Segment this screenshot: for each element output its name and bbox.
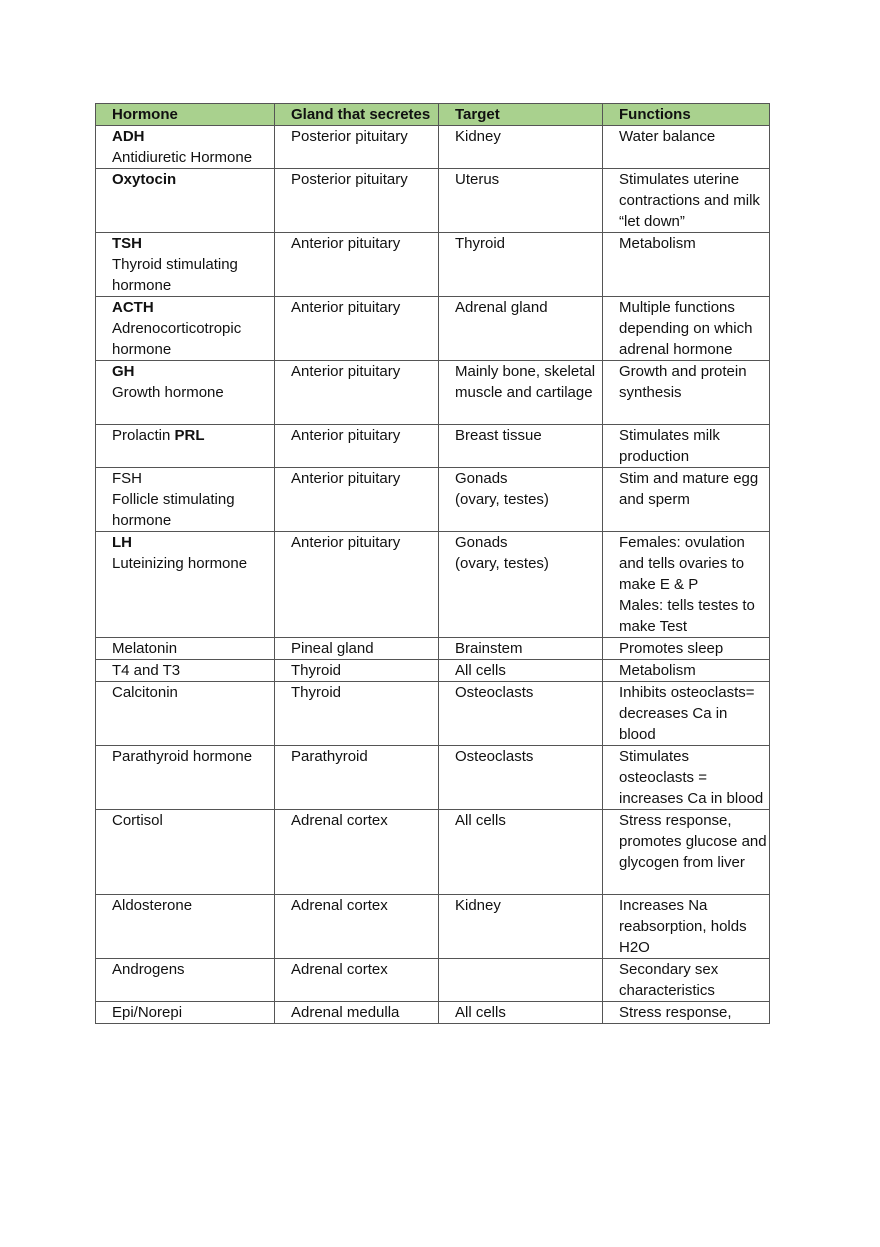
hormone-abbreviation: LH [112,534,132,551]
hormone-abbreviation: GH [112,363,135,380]
cell-function: Metabolism [603,233,770,297]
cell-function: Increases Na reabsorption, holds H2O [603,895,770,959]
table-row [96,638,770,660]
table-row [96,425,770,468]
table-row [96,297,770,361]
hormone-table [95,103,770,1024]
table-header-row [96,104,770,126]
table-row [96,169,770,233]
cell-gland: Adrenal cortex [275,810,439,895]
table-row [96,233,770,297]
cell-hormone [96,660,275,682]
cell-target: Adrenal gland [439,297,603,361]
hormone-name: Growth hormone [112,384,224,401]
cell-target: Osteoclasts [439,682,603,746]
cell-target: Mainly bone, skeletal muscle and cartilage [439,361,603,425]
header-target: Target [439,104,603,126]
cell-target: Gonads (ovary, testes) [439,532,603,638]
cell-function: Females: ovulation and tells ovaries to make E & P Males: tells testes to make Test [603,532,770,638]
table-body [96,126,770,1024]
cell-hormone [96,895,275,959]
cell-hormone [96,425,275,468]
cell-function: Stimulates osteoclasts = increases Ca in blood [603,746,770,810]
table-row [96,895,770,959]
hormone-abbreviation: Oxytocin [112,171,177,188]
cell-gland: Parathyroid [275,746,439,810]
cell-gland: Thyroid [275,682,439,746]
cell-function: Multiple functions depending on which adrenal hormone [603,297,770,361]
hormone-name: Epi/Norepi [112,1004,183,1021]
cell-function: Stress response, promotes glucose and glycogen from liver [603,810,770,895]
cell-target: Osteoclasts [439,746,603,810]
cell-target: Kidney [439,895,603,959]
cell-function: Promotes sleep [603,638,770,660]
hormone-name: T4 and T3 [112,662,181,679]
table-row [96,361,770,425]
cell-gland: Anterior pituitary [275,233,439,297]
cell-hormone [96,233,275,297]
cell-target: Breast tissue [439,425,603,468]
table-row [96,959,770,1002]
hormone-name: Aldosterone [112,897,193,914]
cell-hormone [96,746,275,810]
cell-hormone [96,126,275,169]
table-row [96,746,770,810]
cell-gland: Posterior pituitary [275,169,439,233]
cell-hormone [96,682,275,746]
cell-hormone [96,361,275,425]
hormone-name: Melatonin [112,640,178,657]
cell-function: Stress response, [603,1002,770,1024]
cell-gland: Anterior pituitary [275,468,439,532]
cell-function: Inhibits osteoclasts= decreases Ca in blood [603,682,770,746]
cell-hormone [96,810,275,895]
hormone-abbreviation: ACTH [112,299,154,316]
cell-gland: Adrenal medulla [275,1002,439,1024]
cell-function: Metabolism [603,660,770,682]
hormone-name: Adrenocorticotropic hormone [112,320,242,358]
header-hormone: Hormone [96,104,275,126]
cell-hormone [96,468,275,532]
cell-target: All cells [439,1002,603,1024]
cell-target: Gonads (ovary, testes) [439,468,603,532]
cell-gland: Adrenal cortex [275,959,439,1002]
cell-gland: Anterior pituitary [275,425,439,468]
hormone-abbreviation: ADH [112,128,145,145]
cell-target [439,959,603,1002]
cell-gland: Anterior pituitary [275,297,439,361]
hormone-abbreviation: TSH [112,235,142,252]
hormone-name: FSH Follicle stimulating hormone [112,470,235,529]
header-functions: Functions [603,104,770,126]
table-row [96,532,770,638]
cell-gland: Thyroid [275,660,439,682]
cell-hormone [96,532,275,638]
cell-target: Kidney [439,126,603,169]
cell-target: All cells [439,660,603,682]
cell-function: Stimulates uterine contractions and milk “let down” [603,169,770,233]
table-row [96,682,770,746]
cell-target: Uterus [439,169,603,233]
cell-function: Stim and mature egg and sperm [603,468,770,532]
cell-gland: Adrenal cortex [275,895,439,959]
hormone-abbreviation: PRL [174,427,205,444]
cell-target: Thyroid [439,233,603,297]
cell-hormone [96,297,275,361]
cell-function: Stimulates milk production [603,425,770,468]
hormone-name: Calcitonin [112,684,178,701]
hormone-name: Thyroid stimulating hormone [112,256,238,294]
cell-hormone [96,169,275,233]
table-row [96,660,770,682]
cell-function: Growth and protein synthesis [603,361,770,425]
cell-target: All cells [439,810,603,895]
hormone-name-prefix: Prolactin [112,427,175,444]
cell-function: Water balance [603,126,770,169]
header-gland: Gland that secretes [275,104,439,126]
cell-function: Secondary sex characteristics [603,959,770,1002]
table-row [96,468,770,532]
hormone-name: Cortisol [112,812,163,829]
cell-gland: Pineal gland [275,638,439,660]
cell-gland: Anterior pituitary [275,532,439,638]
hormone-name: Parathyroid hormone [112,748,253,765]
cell-hormone [96,1002,275,1024]
table-row [96,126,770,169]
cell-gland: Anterior pituitary [275,361,439,425]
hormone-name: Androgens [112,961,185,978]
hormone-name: Antidiuretic Hormone [112,149,253,166]
cell-gland: Posterior pituitary [275,126,439,169]
cell-hormone [96,638,275,660]
cell-target: Brainstem [439,638,603,660]
table-row [96,810,770,895]
table-row [96,1002,770,1024]
hormone-name: Luteinizing hormone [112,555,248,572]
cell-hormone [96,959,275,1002]
